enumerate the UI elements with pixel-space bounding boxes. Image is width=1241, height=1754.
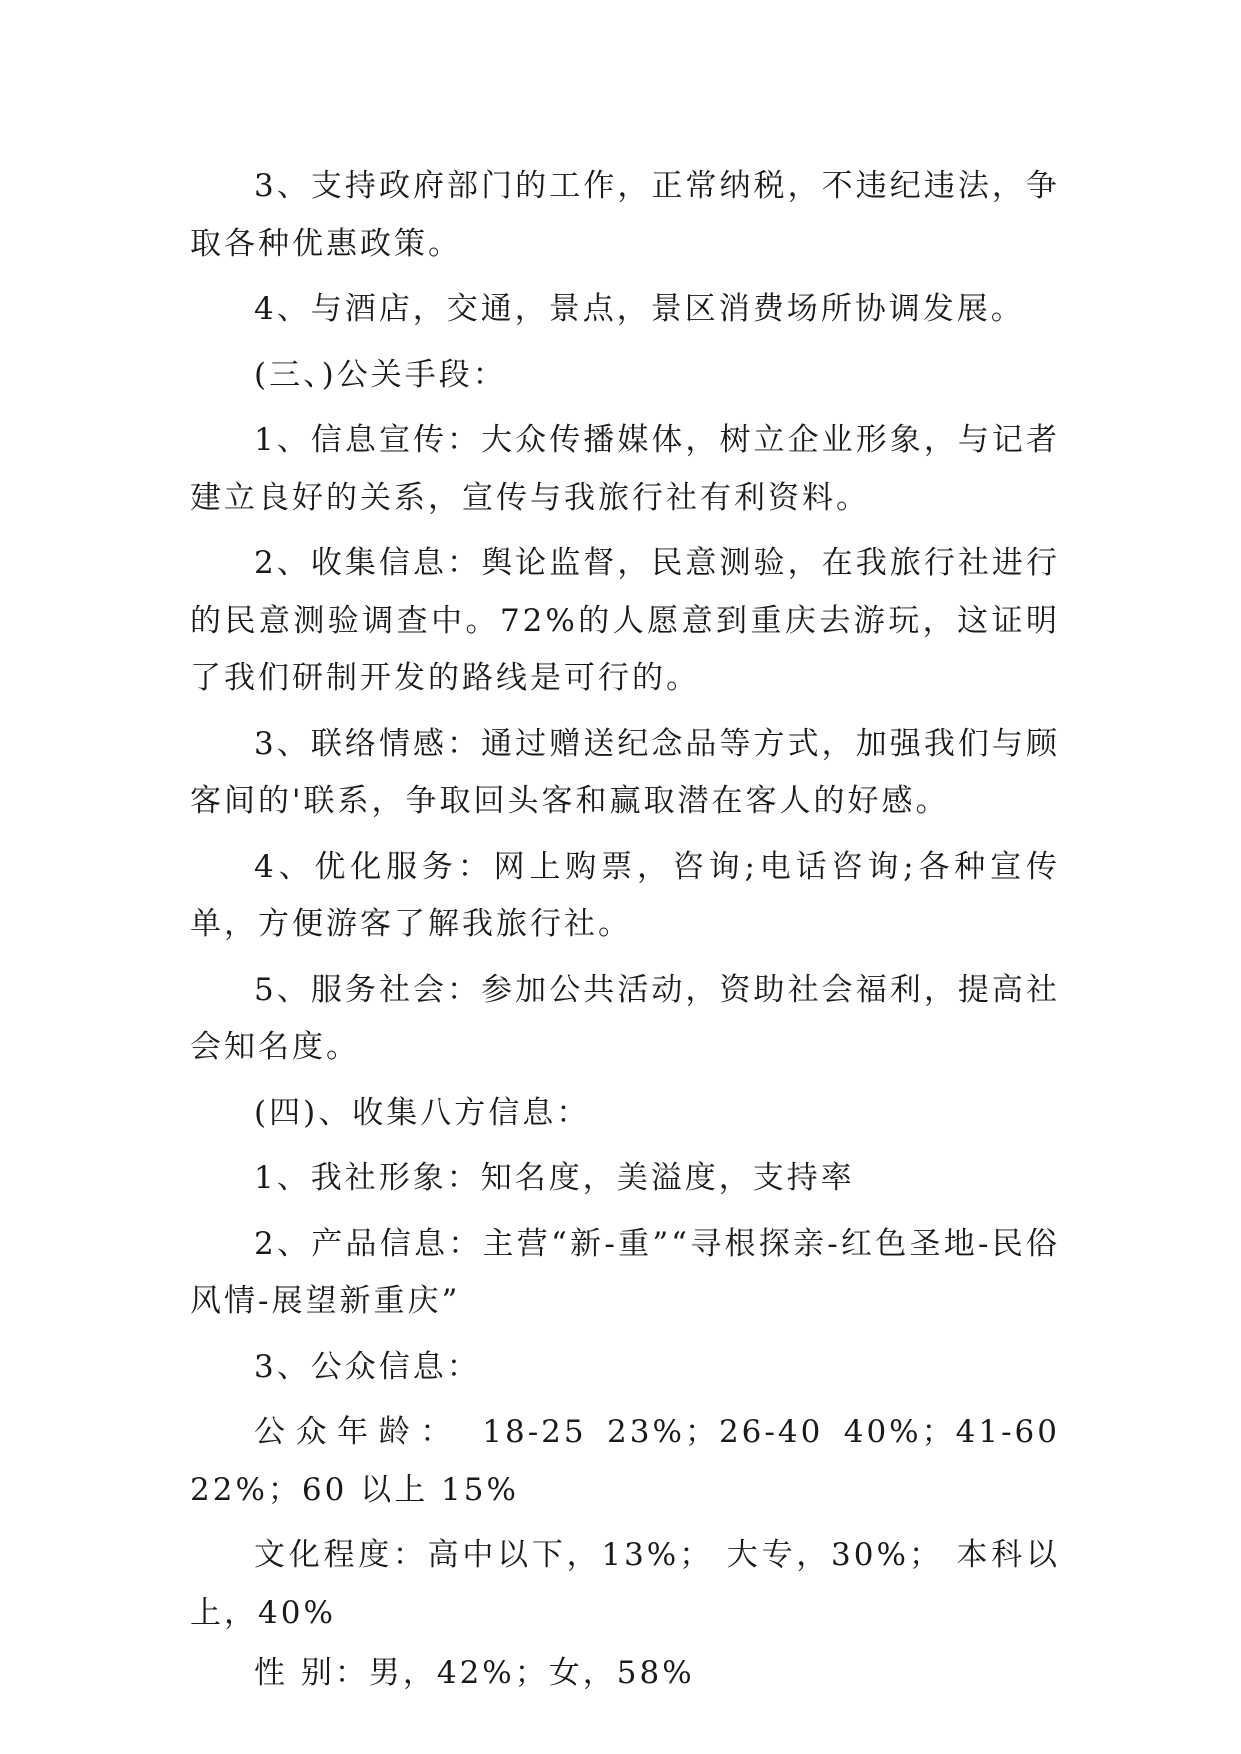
paragraph: 性 别：男，42%；女，58% [254, 1655, 695, 1691]
paragraph: 2、产品信息：主营“新-重”“寻根探亲-红色圣地-民俗风情-展望新重庆” [190, 1225, 1060, 1319]
paragraph: 2、收集信息：舆论监督，民意测验，在我旅行社进行的民意测验调查中。72%的人愿意到重庆去游玩，这证明了我们研制开发的路线是可行的。 [190, 545, 1060, 696]
section-heading: (三、)公关手段： [254, 356, 507, 393]
paragraph: 3、支持政府部门的工作，正常纳税，不违纪违法，争取各种优惠政策。 [190, 168, 1060, 262]
paragraph: 5、服务社会：参加公共活动，资助社会福利，提高社会知名度。 [190, 971, 1060, 1065]
paragraph: 文化程度：高中以下，13%； 大专，30%； 本科以上，40% [190, 1537, 1060, 1631]
paragraph: 1、我社形象：知名度，美溢度，支持率 [254, 1160, 855, 1196]
paragraph: 4、优化服务：网上购票，咨询;电话咨询;各种宣传单，方便游客了解我旅行社。 [190, 848, 1060, 942]
paragraph: 4、与酒店，交通，景点，景区消费场所协调发展。 [254, 291, 1025, 327]
paragraph: 3、公众信息： [254, 1348, 481, 1385]
document-body [190, 158, 1073, 1711]
paragraph: 公众年龄： 18-25 23%；26-40 40%；41-60 22%；60 以上 15% [190, 1414, 1073, 1508]
section-heading: (四)、收集八方信息： [254, 1094, 591, 1131]
paragraph: 1、信息宣传：大众传播媒体，树立企业形象，与记者建立良好的关系，宣传与我旅行社有利资料。 [190, 422, 1060, 516]
paragraph: 3、联络情感：通过赠送纪念品等方式，加强我们与顾客间的'联系，争取回头客和赢取潜在客人的好感。 [190, 725, 1060, 819]
